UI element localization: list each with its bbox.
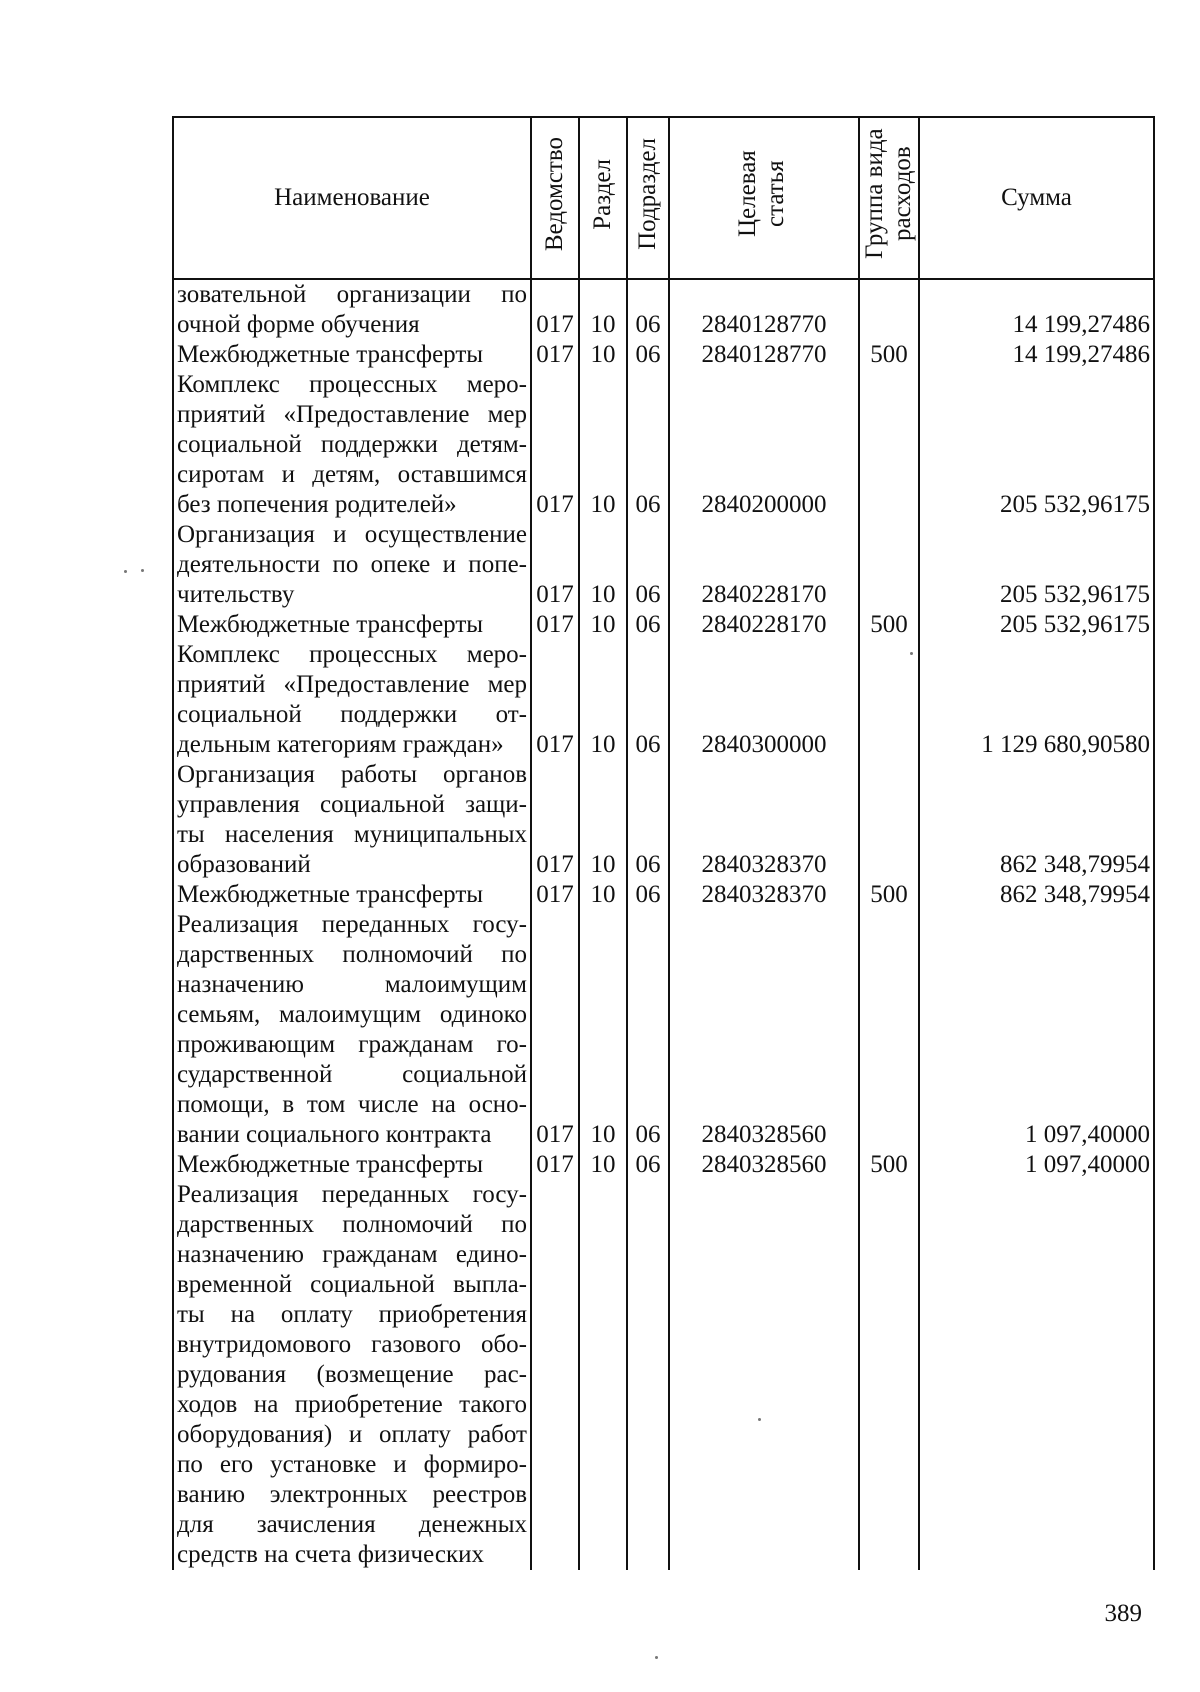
- row-gruppa: 500: [859, 880, 919, 910]
- row-name-line: вании социального контракта: [177, 1121, 492, 1148]
- row-podrazdel: 06: [627, 1150, 669, 1180]
- row-summa: 1 129 680,90580: [919, 640, 1154, 760]
- row-tselevaya-statya: 2840128770: [669, 279, 859, 340]
- row-summa: 205 532,96175: [919, 520, 1154, 610]
- table-body: [173, 279, 1154, 1570]
- scan-speck: [141, 569, 144, 572]
- row-vedomstvo: 017: [531, 520, 579, 610]
- row-gruppa: [859, 279, 919, 340]
- row-name-line: приятий «Предоставление мер: [177, 401, 527, 428]
- budget-table: [172, 116, 1155, 1570]
- row-razdel: 10: [579, 910, 627, 1150]
- row-name-line: сиротам и детям, оставшимся: [177, 461, 527, 488]
- row-summa: 205 532,96175: [919, 370, 1154, 520]
- row-name-line: по его установке и формиро-: [177, 1451, 527, 1478]
- row-name-line: назначению малоимущим: [177, 971, 527, 998]
- row-name-line: внутридомового газового обо-: [177, 1331, 527, 1358]
- row-podrazdel: 06: [627, 760, 669, 880]
- row-vedomstvo: 017: [531, 910, 579, 1150]
- row-name-line: Реализация переданных госу-: [177, 1181, 527, 1208]
- row-gruppa: 500: [859, 340, 919, 370]
- row-name-line: оборудования) и оплату работ: [177, 1421, 527, 1448]
- header-razdel: Раздел: [579, 117, 627, 279]
- header-tselevaya-statya: Целевая статья: [669, 117, 859, 279]
- row-name-line: очной форме обучения: [177, 311, 420, 338]
- row-tselevaya-statya: 2840300000: [669, 640, 859, 760]
- row-name-line: Реализация переданных госу-: [177, 911, 527, 938]
- row-name-line: ходов на приобретение такого: [177, 1391, 527, 1418]
- row-vedomstvo: 017: [531, 760, 579, 880]
- row-name: [173, 520, 531, 610]
- row-name-line: Комплекс процессных меро-: [177, 641, 527, 668]
- row-tselevaya-statya: 2840200000: [669, 370, 859, 520]
- row-name-line: приятий «Предоставление мер: [177, 671, 527, 698]
- row-podrazdel: 06: [627, 640, 669, 760]
- row-name: [173, 1180, 531, 1570]
- table-row: [173, 340, 1154, 370]
- row-summa: 862 348,79954: [919, 880, 1154, 910]
- row-name-line: проживающим гражданам го-: [177, 1031, 527, 1058]
- row-summa: 205 532,96175: [919, 610, 1154, 640]
- row-name-line: Организация и осуществление: [177, 521, 527, 548]
- table-row: [173, 910, 1154, 1150]
- row-razdel: [579, 1180, 627, 1570]
- row-vedomstvo: 017: [531, 610, 579, 640]
- header-podrazdel: Подраздел: [627, 117, 669, 279]
- row-razdel: 10: [579, 340, 627, 370]
- row-gruppa: [859, 370, 919, 520]
- row-vedomstvo: 017: [531, 340, 579, 370]
- row-name-line: дарственных полномочий по: [177, 941, 527, 968]
- scan-speck: [910, 652, 913, 655]
- table-row: [173, 640, 1154, 760]
- row-name: [173, 370, 531, 520]
- row-tselevaya-statya: [669, 1180, 859, 1570]
- row-gruppa: [859, 520, 919, 610]
- row-podrazdel: 06: [627, 610, 669, 640]
- scan-speck: [758, 1418, 761, 1421]
- row-vedomstvo: 017: [531, 370, 579, 520]
- scan-speck: [124, 570, 127, 573]
- row-tselevaya-statya: 2840228170: [669, 520, 859, 610]
- row-vedomstvo: [531, 1180, 579, 1570]
- row-name-line: управления социальной защи-: [177, 791, 527, 818]
- row-name-line: рудования (возмещение рас-: [177, 1361, 527, 1388]
- header-name: Наименование: [173, 117, 531, 279]
- row-name-line: семьям, малоимущим одиноко: [177, 1001, 527, 1028]
- row-name-line: сударственной социальной: [177, 1061, 527, 1088]
- row-tselevaya-statya: 2840328370: [669, 760, 859, 880]
- row-name-line: ванию электронных реестров: [177, 1481, 527, 1508]
- row-vedomstvo: 017: [531, 640, 579, 760]
- table-row: [173, 610, 1154, 640]
- row-podrazdel: 06: [627, 370, 669, 520]
- row-podrazdel: 06: [627, 910, 669, 1150]
- header-gruppa-vida-raskhodov: Группа вида расходов: [859, 117, 919, 279]
- row-vedomstvo: 017: [531, 880, 579, 910]
- row-gruppa: 500: [859, 1150, 919, 1180]
- row-summa: 862 348,79954: [919, 760, 1154, 880]
- row-name: [173, 279, 531, 340]
- row-name-line: деятельности по опеке и попе-: [177, 551, 527, 578]
- table-row: [173, 520, 1154, 610]
- row-razdel: 10: [579, 610, 627, 640]
- row-razdel: 10: [579, 640, 627, 760]
- row-razdel: 10: [579, 370, 627, 520]
- row-podrazdel: 06: [627, 279, 669, 340]
- row-name-line: ты на оплату приобретения: [177, 1301, 527, 1328]
- row-summa: 1 097,40000: [919, 1150, 1154, 1180]
- table-row: [173, 1150, 1154, 1180]
- row-name: [173, 640, 531, 760]
- row-tselevaya-statya: 2840328370: [669, 880, 859, 910]
- row-name: [173, 910, 531, 1150]
- row-name: [173, 760, 531, 880]
- row-podrazdel: 06: [627, 520, 669, 610]
- row-name-line: Комплекс процессных меро-: [177, 371, 527, 398]
- row-name-line: Межбюджетные трансферты: [177, 1151, 484, 1178]
- row-name-line: дарственных полномочий по: [177, 1211, 527, 1238]
- row-name-line: средств на счета физических: [177, 1541, 484, 1568]
- row-name-line: Межбюджетные трансферты: [177, 611, 484, 638]
- scan-speck: [655, 1656, 658, 1659]
- row-tselevaya-statya: 2840328560: [669, 1150, 859, 1180]
- row-podrazdel: 06: [627, 340, 669, 370]
- row-gruppa: 500: [859, 610, 919, 640]
- row-podrazdel: 06: [627, 880, 669, 910]
- header-vedomstvo: Ведомство: [531, 117, 579, 279]
- table-row: [173, 880, 1154, 910]
- row-name-line: Межбюджетные трансферты: [177, 341, 484, 368]
- row-name: [173, 1150, 531, 1180]
- row-tselevaya-statya: 2840228170: [669, 610, 859, 640]
- row-name: [173, 610, 531, 640]
- row-summa: 14 199,27486: [919, 279, 1154, 340]
- row-summa: [919, 1180, 1154, 1570]
- row-name: [173, 880, 531, 910]
- row-name-line: социальной поддержки детям-: [177, 431, 527, 458]
- table-row: [173, 1180, 1154, 1570]
- row-name-line: дельным категориям граждан»: [177, 731, 504, 758]
- row-tselevaya-statya: 2840128770: [669, 340, 859, 370]
- table-row: [173, 279, 1154, 340]
- row-vedomstvo: 017: [531, 279, 579, 340]
- row-gruppa: [859, 640, 919, 760]
- row-razdel: 10: [579, 1150, 627, 1180]
- row-name-line: назначению гражданам едино-: [177, 1241, 527, 1268]
- row-name-line: зовательной организации по: [177, 281, 527, 308]
- row-razdel: 10: [579, 279, 627, 340]
- table-row: [173, 760, 1154, 880]
- row-razdel: 10: [579, 760, 627, 880]
- row-name-line: без попечения родителей»: [177, 491, 457, 518]
- row-name-line: Межбюджетные трансферты: [177, 881, 484, 908]
- row-razdel: 10: [579, 880, 627, 910]
- row-gruppa: [859, 760, 919, 880]
- row-razdel: 10: [579, 520, 627, 610]
- row-tselevaya-statya: 2840328560: [669, 910, 859, 1150]
- row-podrazdel: [627, 1180, 669, 1570]
- row-name-line: временной социальной выпла-: [177, 1271, 527, 1298]
- row-name-line: Организация работы органов: [177, 761, 527, 788]
- row-gruppa: [859, 1180, 919, 1570]
- row-vedomstvo: 017: [531, 1150, 579, 1180]
- row-summa: 1 097,40000: [919, 910, 1154, 1150]
- row-name-line: помощи, в том числе на осно-: [177, 1091, 527, 1118]
- row-name-line: чительству: [177, 581, 295, 608]
- page-number: 389: [1104, 1600, 1142, 1627]
- row-name-line: социальной поддержки от-: [177, 701, 527, 728]
- table-header-row: [173, 117, 1154, 279]
- row-gruppa: [859, 910, 919, 1150]
- header-summa: Сумма: [919, 117, 1154, 279]
- row-name: [173, 340, 531, 370]
- row-name-line: ты населения муниципальных: [177, 821, 527, 848]
- table-row: [173, 370, 1154, 520]
- row-name-line: образований: [177, 851, 311, 878]
- row-name-line: для зачисления денежных: [177, 1511, 527, 1538]
- row-summa: 14 199,27486: [919, 340, 1154, 370]
